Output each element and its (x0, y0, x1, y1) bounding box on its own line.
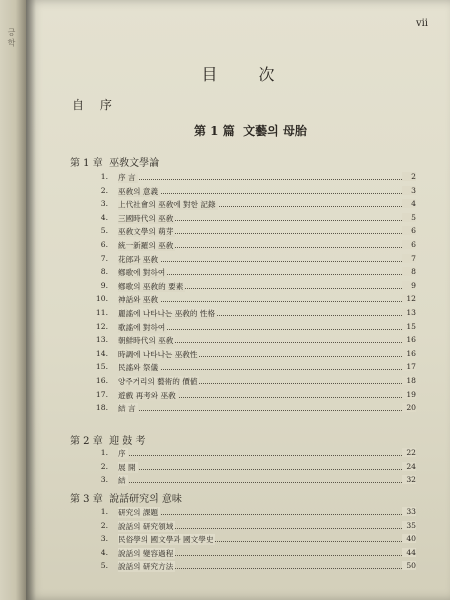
toc-entry-page: 44 (402, 548, 416, 557)
dot-leader (118, 192, 402, 194)
part-heading (194, 122, 307, 139)
dot-leader (118, 300, 402, 302)
toc-entry (95, 308, 416, 321)
chapter-label: 第 1 章 (70, 158, 103, 169)
toc-entry-page: 40 (402, 534, 416, 543)
chapter-title: 迎 鼓 考 (109, 436, 146, 447)
chapter-label: 第 2 章 (70, 436, 103, 447)
toc-entry-page: 18 (402, 376, 416, 385)
toc-entry-number: 11. (95, 308, 108, 317)
toc-entry-title: 朝鮮時代의 巫敎 (118, 336, 174, 346)
toc-entry-number: 10. (95, 294, 108, 304)
toc-entry-page: 22 (402, 448, 416, 457)
toc-entry (95, 321, 416, 335)
chapter-heading (70, 490, 182, 505)
toc-entry-number: 1. (100, 172, 108, 181)
dot-leader (118, 409, 402, 411)
toc-entry-title: 鄕歌의 巫敎的 要素 (118, 281, 184, 291)
toc-entry-title: 麗謠에 나타나는 巫敎的 性格 (118, 309, 216, 318)
toc-entry-page: 9 (402, 281, 416, 290)
toc-entry-title: 歌謠에 對하여 (118, 322, 166, 332)
facing-page-edge (0, 0, 26, 600)
dot-leader (118, 454, 402, 456)
toc-entry-number: 15. (95, 362, 108, 372)
toc-entry (95, 403, 416, 416)
toc-entry-title: 遊戲 再考와 巫敎 (118, 390, 176, 400)
toc-entry-number: 4. (100, 212, 108, 222)
toc-entry-number: 1. (100, 507, 108, 516)
toc-entry-page: 16 (402, 349, 416, 358)
toc-entry-page: 33 (402, 507, 416, 516)
toc-entry-title: 神話와 巫敎 (118, 295, 159, 305)
toc-entry-number: 9. (100, 280, 108, 290)
toc-entry (100, 534, 416, 547)
toc-entry-title: 研究의 課題 (118, 508, 159, 517)
toc-entry-title: 說話의 研究方法 (118, 562, 174, 572)
toc-entry (100, 280, 416, 294)
toc-entry-page: 15 (402, 322, 416, 331)
toc-entry-number: 6. (100, 240, 108, 249)
toc-entry-number: 8. (100, 267, 108, 277)
toc-entry-title: 序 (118, 449, 126, 458)
toc-entry-title: 結 言 (118, 404, 136, 414)
toc-entry-number: 5. (100, 226, 108, 236)
page-number: vii (415, 18, 428, 29)
toc-entry-title: 序 言 (118, 173, 136, 182)
toc-entry-page: 4 (402, 199, 416, 208)
page-title: 目 次 (201, 65, 293, 84)
toc-entry-number: 16. (95, 376, 108, 385)
toc-entry (100, 199, 416, 212)
toc-entry-page: 3 (402, 186, 416, 195)
part-label: 第 1 篇 (194, 124, 235, 138)
toc-entry (100, 461, 416, 475)
book-page (26, 0, 450, 600)
dot-leader (118, 178, 402, 180)
toc-entry (100, 475, 416, 488)
toc-entry (95, 348, 416, 362)
toc-entry-page: 6 (402, 226, 416, 235)
toc-entry-number: 1. (100, 448, 108, 457)
toc-entry-number: 2. (100, 185, 108, 195)
toc-entry (100, 547, 416, 561)
toc-entry-number: 3. (100, 534, 108, 544)
dot-leader (118, 513, 402, 515)
toc-entry-page: 5 (402, 213, 416, 222)
facing-page-text: 긍 학 (7, 28, 16, 47)
toc-entry-title: 三國時代의 巫敎 (118, 213, 174, 223)
toc-entry-title: 時調에 나타나는 巫敎性 (118, 349, 198, 359)
chapter-heading (70, 432, 145, 447)
toc-entry-page: 17 (402, 362, 416, 371)
toc-entry-page: 19 (402, 390, 416, 399)
toc-entry-page: 8 (402, 267, 416, 276)
toc-entry-title: 民謠와 祭儀 (118, 363, 159, 373)
toc-entry-title: 說話의 變容過程 (118, 548, 174, 558)
toc-entry (100, 253, 416, 267)
toc-entry-number: 17. (95, 389, 108, 399)
toc-entry-title: 巫敎文學의 萌芽 (118, 227, 174, 237)
toc-entry (100, 520, 416, 534)
toc-entry-title: 巫敎의 意義 (118, 186, 159, 196)
toc-entry-title: 統一新羅의 巫敎 (118, 241, 174, 250)
dot-leader (118, 368, 402, 370)
dot-leader (118, 468, 402, 470)
toc-entry (95, 389, 416, 403)
toc-entry-title: 鄕歌에 對하여 (118, 268, 166, 278)
preface-heading: 自 序 (72, 98, 118, 112)
toc-entry (100, 212, 416, 226)
toc-entry-number: 13. (95, 335, 108, 345)
toc-entry-title: 展 開 (118, 462, 136, 472)
toc-entry-page: 35 (402, 521, 416, 530)
chapter-heading (70, 154, 159, 169)
toc-entry-title: 花郎과 巫敎 (118, 254, 159, 264)
toc-entry-page: 13 (402, 308, 416, 317)
toc-entry-page: 12 (402, 294, 416, 303)
toc-entry (95, 362, 416, 375)
part-title: 文藝의 母胎 (243, 124, 307, 138)
toc-entry (100, 226, 416, 239)
chapter-title: 說話研究의 意味 (109, 494, 182, 505)
toc-entry-number: 12. (95, 321, 108, 331)
toc-entry (95, 376, 416, 389)
dot-leader (118, 260, 402, 262)
toc-entry-title: 結 (118, 476, 126, 486)
toc-entry-number: 14. (95, 348, 108, 358)
toc-entry-title: 說話의 研究領域 (118, 521, 174, 531)
toc-entry-number: 4. (100, 547, 108, 557)
toc-entry (100, 185, 416, 199)
gutter-shadow (26, 0, 36, 600)
toc-entry-title: 民俗學의 國文學과 國文學史 (118, 535, 214, 545)
toc-entry-page: 20 (402, 403, 416, 412)
toc-entry (100, 172, 416, 185)
toc-entry-page: 6 (402, 240, 416, 249)
toc-entry-page: 2 (402, 172, 416, 181)
chapter-title: 巫敎文學論 (109, 158, 160, 169)
toc-entry-number: 2. (100, 520, 108, 530)
toc-entry-page: 24 (402, 462, 416, 471)
toc-entry-number: 3. (100, 475, 108, 485)
toc-entry-page: 7 (402, 254, 416, 263)
toc-entry (100, 448, 416, 461)
toc-entry-number: 2. (100, 461, 108, 471)
toc-entry-page: 50 (402, 561, 416, 570)
toc-entry (100, 561, 416, 574)
toc-entry-page: 32 (402, 475, 416, 484)
toc-entry-number: 7. (100, 253, 108, 263)
toc-entry-number: 3. (100, 199, 108, 209)
toc-entry-number: 5. (100, 561, 108, 571)
toc-entry-title: 양주거리의 藝術的 價値 (118, 377, 198, 386)
toc-entry (95, 294, 416, 307)
toc-entry-title: 上代社會의 巫敎에 對한 記錄 (118, 200, 216, 210)
chapter-label: 第 3 章 (70, 494, 103, 505)
dot-leader (118, 481, 402, 483)
toc-entry (100, 240, 416, 253)
toc-entry-number: 18. (95, 403, 108, 413)
toc-entry (100, 267, 416, 280)
toc-entry (100, 507, 416, 520)
toc-entry (95, 335, 416, 348)
toc-entry-page: 16 (402, 335, 416, 344)
